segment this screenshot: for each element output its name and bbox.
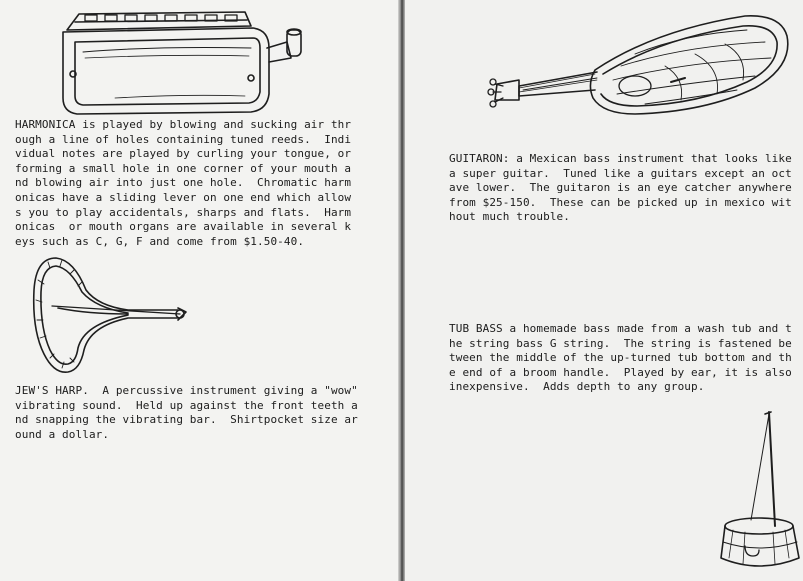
harmonica-line: onicas or mouth organs are available in several k xyxy=(15,220,352,234)
harmonica-line: nd blowing air into just one hole. Chromatic harm xyxy=(15,176,352,190)
tub-bass-description xyxy=(449,322,792,395)
jews-harp-line: ound a dollar. xyxy=(15,427,110,441)
guitaron-line: ave lower. The guitaron is an eye catcher anywhere xyxy=(449,181,792,195)
harmonica-line: s you to play accidentals, sharps and flats. Harm xyxy=(15,205,352,219)
tub-bass-line: tween the middle of the up-turned tub bottom and th xyxy=(449,351,792,365)
guitaron-line: GUITARON: a Mexican bass instrument that looks like xyxy=(449,152,792,165)
harmonica-line: onicas have a sliding lever on one end which allow xyxy=(15,190,352,204)
jews-harp-description xyxy=(15,384,358,442)
jews-harp-illustration xyxy=(28,250,188,380)
tub-bass-line: inexpensive. Adds depth to any group. xyxy=(449,380,705,394)
harmonica-description xyxy=(15,118,351,249)
guitaron-line: a super guitar. Tuned like a guitars except an oct xyxy=(449,166,792,180)
guitaron-line: hout much trouble. xyxy=(449,210,571,224)
guitaron-line: from $25-150. These can be picked up in mexico wit xyxy=(449,195,792,209)
book-gutter xyxy=(398,0,405,581)
tub-bass-line: e end of a broom handle. Played by ear, it is also xyxy=(449,365,792,379)
tub-bass-line: TUB BASS a homemade bass made from a wash tub and t xyxy=(449,322,792,335)
right-page xyxy=(405,0,803,581)
guitaron-description xyxy=(449,152,792,225)
jews-harp-line: nd snapping the vibrating bar. Shirtpocket size ar xyxy=(15,413,358,427)
harmonica-line: HARMONICA is played by blowing and sucking air thr xyxy=(15,118,352,131)
harmonica-line: vidual notes are played by curling your tongue, or xyxy=(15,147,352,161)
tub-bass-line: he string bass G string. The string is fastened be xyxy=(449,336,792,350)
harmonica-line: eys such as C, G, F and come from $1.50-40. xyxy=(15,234,305,248)
left-page xyxy=(0,0,398,581)
jews-harp-line: vibrating sound. Held up against the front teeth a xyxy=(15,398,358,412)
harmonica-line: ough a line of holes containing tuned reeds. Indi xyxy=(15,132,352,146)
harmonica-illustration xyxy=(55,8,310,118)
harmonica-line: forming a small hole in one corner of your mouth a xyxy=(15,161,352,175)
jews-harp-line: JEW'S HARP. A percussive instrument giving a "wow" xyxy=(15,384,358,397)
guitaron-illustration xyxy=(485,8,795,123)
tub-bass-illustration xyxy=(715,408,803,578)
